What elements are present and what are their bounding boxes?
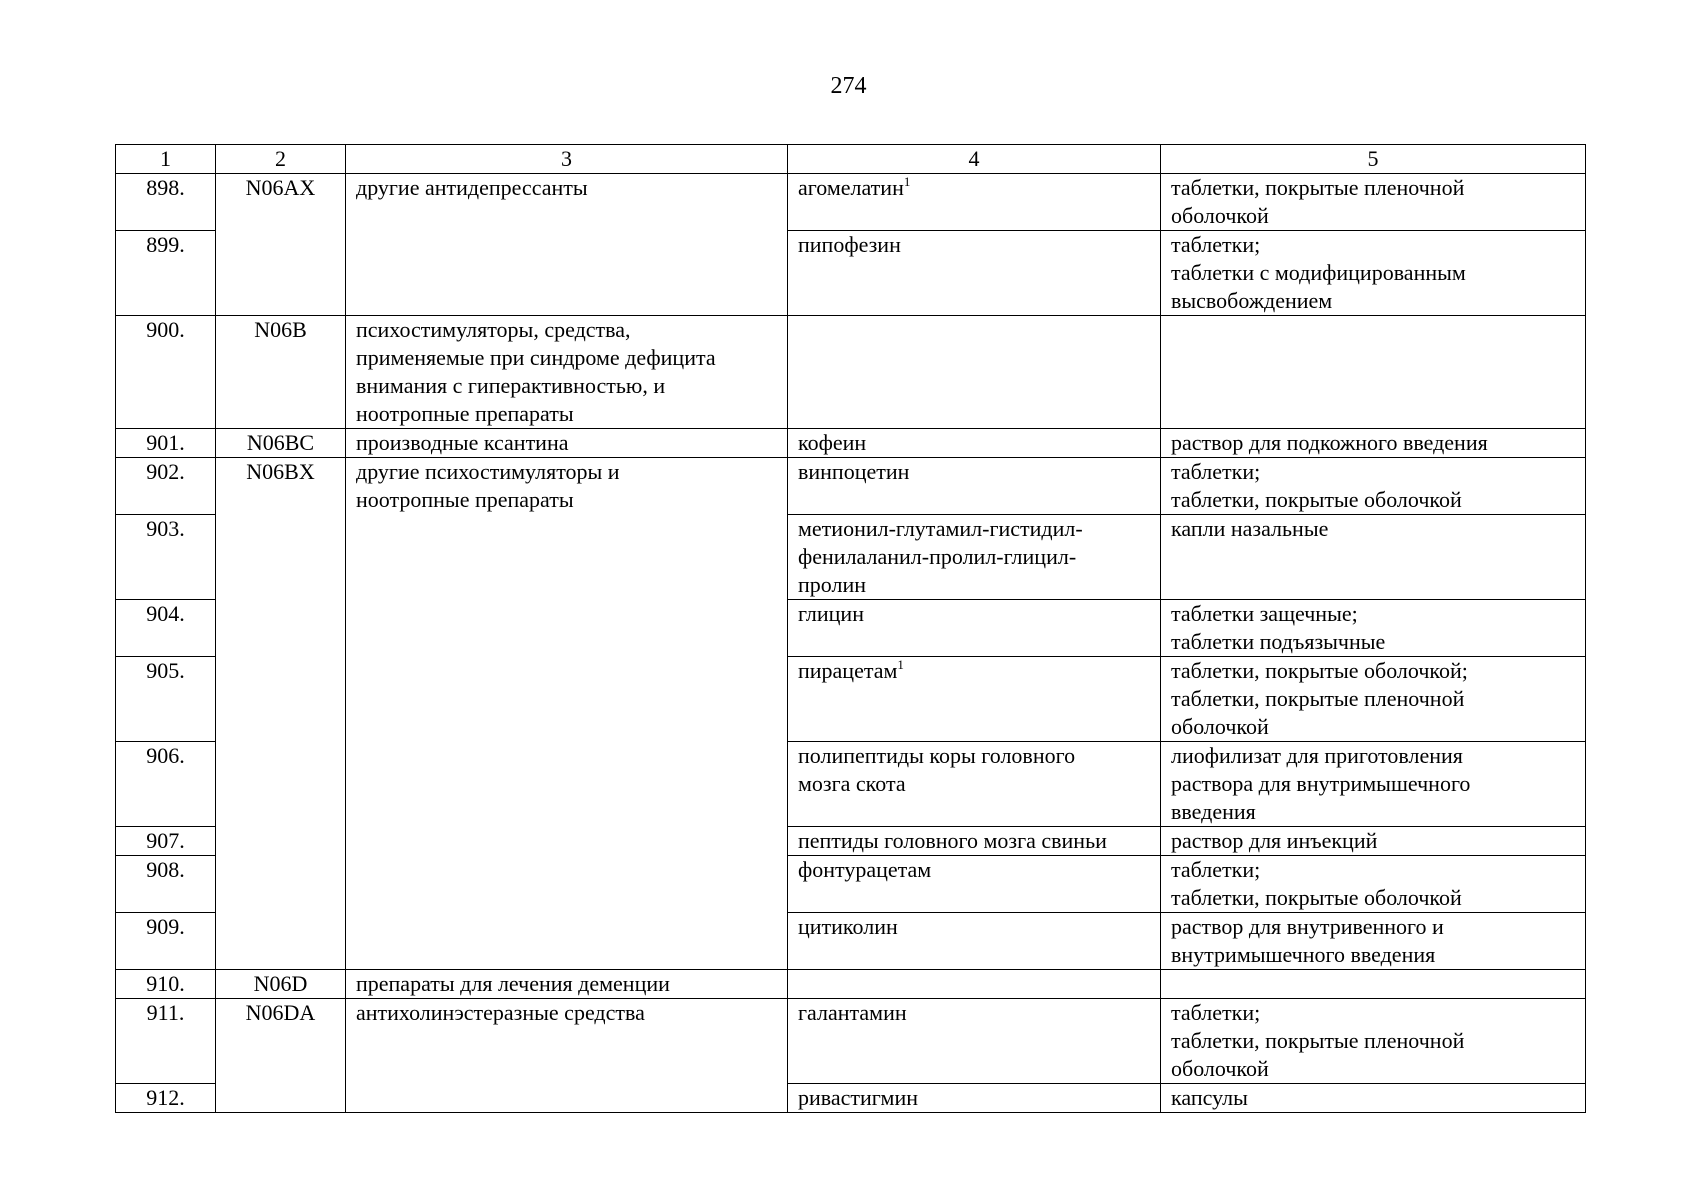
row-number: 901. — [116, 429, 216, 458]
drug-name: цитиколин — [788, 913, 1161, 970]
dosage-form: капсулы — [1161, 1084, 1586, 1113]
atc-code: N06D — [216, 970, 346, 999]
text-line: таблетки, покрытые оболочкой — [1171, 885, 1462, 910]
row-number: 909. — [116, 913, 216, 970]
header-cell-3: 3 — [346, 145, 788, 174]
row-number: 906. — [116, 742, 216, 827]
drug-name: пептиды головного мозга свиньи — [788, 827, 1161, 856]
dosage-form — [1161, 742, 1586, 827]
row-number: 899. — [116, 231, 216, 316]
group-name: препараты для лечения деменции — [346, 970, 788, 999]
text-line: раствора для внутримышечного — [1171, 771, 1471, 796]
dosage-form — [1161, 174, 1586, 231]
text-line: таблетки; — [1171, 857, 1261, 882]
footnote-mark: 1 — [897, 657, 904, 672]
header-cell-1: 1 — [116, 145, 216, 174]
drug-name — [788, 742, 1161, 827]
text-line: таблетки, покрытые оболочкой; — [1171, 658, 1468, 683]
drug-name — [788, 970, 1161, 999]
drug-name-text: пирацетам — [798, 658, 898, 683]
header-cell-4: 4 — [788, 145, 1161, 174]
atc-code: N06B — [216, 316, 346, 429]
header-row — [116, 145, 1586, 174]
atc-code: N06BC — [216, 429, 346, 458]
drug-name: винпоцетин — [788, 458, 1161, 515]
row-number: 903. — [116, 515, 216, 600]
row-number: 911. — [116, 999, 216, 1084]
drug-name: фонтурацетам — [788, 856, 1161, 913]
dosage-form: капли назальные — [1161, 515, 1586, 600]
dosage-form — [1161, 316, 1586, 429]
text-line: таблетки защечные; — [1171, 601, 1358, 626]
text-line: фенилаланил-пролил-глицил- — [798, 544, 1077, 569]
drug-name — [788, 174, 1161, 231]
group-name — [346, 458, 788, 970]
text-line: таблетки подъязычные — [1171, 629, 1386, 654]
text-line: оболочкой — [1171, 203, 1269, 228]
text-line: психостимуляторы, средства, — [356, 317, 631, 342]
drug-table — [115, 144, 1586, 1113]
drug-name — [788, 515, 1161, 600]
dosage-form — [1161, 657, 1586, 742]
text-line: таблетки с модифицированным — [1171, 260, 1466, 285]
text-line: таблетки; — [1171, 1000, 1261, 1025]
text-line: введения — [1171, 799, 1256, 824]
table-row — [116, 316, 1586, 429]
dosage-form — [1161, 913, 1586, 970]
group-name: антихолинэстеразные средства — [346, 999, 788, 1113]
footnote-mark: 1 — [903, 174, 911, 189]
text-line: таблетки; — [1171, 232, 1261, 257]
row-number: 904. — [116, 600, 216, 657]
header-cell-2: 2 — [216, 145, 346, 174]
text-line: высвобождением — [1171, 288, 1333, 313]
text-line: таблетки, покрытые оболочкой — [1171, 487, 1462, 512]
text-line: оболочкой — [1171, 714, 1269, 739]
text-line: другие психостимуляторы и — [356, 459, 620, 484]
dosage-form: раствор для подкожного введения — [1161, 429, 1586, 458]
drug-name — [788, 316, 1161, 429]
group-name: производные ксантина — [346, 429, 788, 458]
page-number: 274 — [830, 73, 867, 99]
row-number: 910. — [116, 970, 216, 999]
row-number: 908. — [116, 856, 216, 913]
drug-name: кофеин — [788, 429, 1161, 458]
row-number: 902. — [116, 458, 216, 515]
drug-name: галантамин — [788, 999, 1161, 1084]
table-row — [116, 458, 1586, 515]
row-number: 900. — [116, 316, 216, 429]
text-line: таблетки, покрытые пленочной — [1171, 175, 1465, 200]
dosage-form — [1161, 970, 1586, 999]
text-line: лиофилизат для приготовления — [1171, 743, 1463, 768]
drug-name — [788, 657, 1161, 742]
text-line: оболочкой — [1171, 1056, 1269, 1081]
dosage-form — [1161, 600, 1586, 657]
row-number: 905. — [116, 657, 216, 742]
dosage-form — [1161, 458, 1586, 515]
dosage-form — [1161, 856, 1586, 913]
row-number: 912. — [116, 1084, 216, 1113]
row-number: 898. — [116, 174, 216, 231]
atc-code: N06DA — [216, 999, 346, 1113]
text-line: пролин — [798, 572, 867, 597]
drug-name: ривастигмин — [788, 1084, 1161, 1113]
atc-code: N06BX — [216, 458, 346, 970]
text-line: таблетки, покрытые пленочной — [1171, 1028, 1465, 1053]
text-line: ноотропные препараты — [356, 487, 574, 512]
dosage-form: раствор для инъекций — [1161, 827, 1586, 856]
group-name — [346, 174, 788, 316]
text-line: полипептиды коры головного — [798, 743, 1076, 768]
table-row — [116, 429, 1586, 458]
text-line: раствор для внутривенного и — [1171, 914, 1444, 939]
table-row — [116, 999, 1586, 1084]
table-row — [116, 174, 1586, 231]
drug-name: глицин — [788, 600, 1161, 657]
text-line: таблетки; — [1171, 459, 1261, 484]
atc-code: N06AX — [216, 174, 346, 316]
row-number: 907. — [116, 827, 216, 856]
table-row — [116, 970, 1586, 999]
group-name — [346, 316, 788, 429]
dosage-form — [1161, 999, 1586, 1084]
text-line: применяемые при синдроме дефицита — [356, 345, 716, 370]
text-line: метионил-глутамил-гистидил- — [798, 516, 1083, 541]
text-line: внутримышечного введения — [1171, 942, 1436, 967]
text-line: другие антидепрессанты — [356, 175, 588, 200]
drug-name: пипофезин — [788, 231, 1161, 316]
text-line: таблетки, покрытые пленочной — [1171, 686, 1465, 711]
text-line: мозга скота — [798, 771, 906, 796]
text-line: внимания с гиперактивностью, и — [356, 373, 666, 398]
header-cell-5: 5 — [1161, 145, 1586, 174]
text-line: ноотропные препараты — [356, 401, 574, 426]
drug-name-text: агомелатин — [798, 175, 904, 200]
dosage-form — [1161, 231, 1586, 316]
